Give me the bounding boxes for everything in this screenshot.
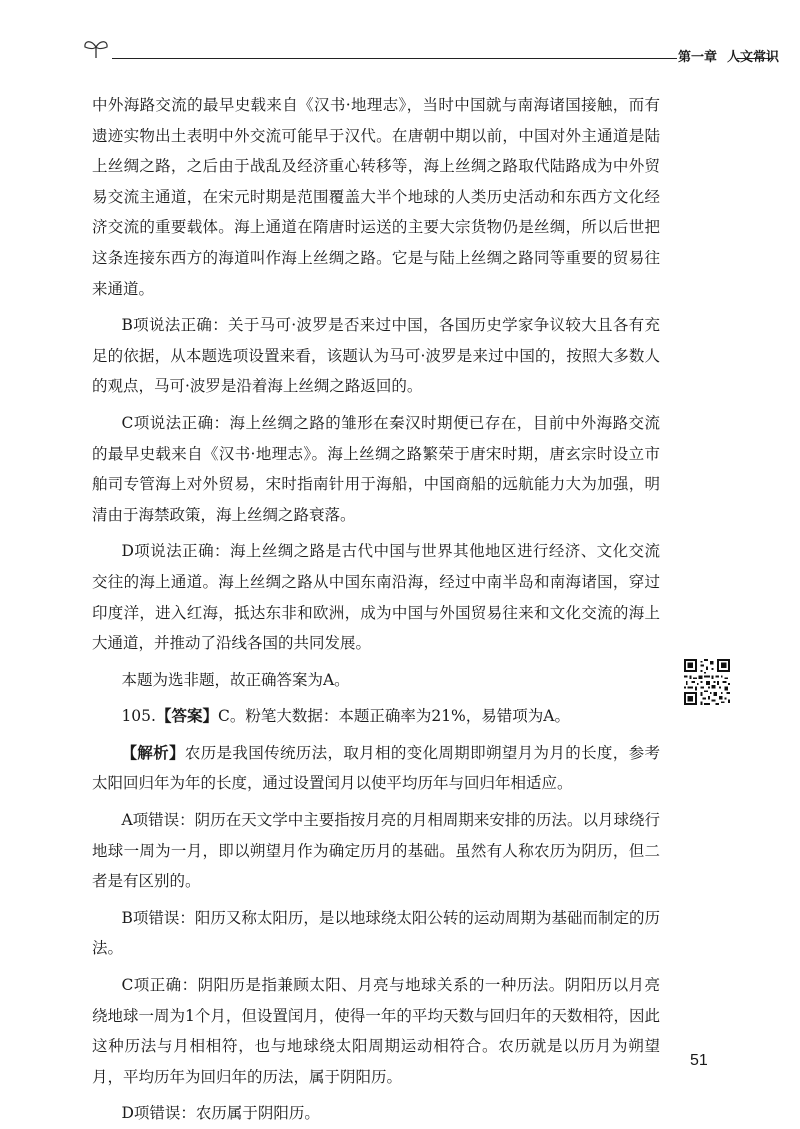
page-header bbox=[82, 36, 780, 76]
chapter-title: 人文常识 bbox=[727, 50, 780, 65]
analysis-option-b: B项错误：阳历又称太阳历，是以地球绕太阳公转的运动周期为基础而制定的历法。 bbox=[92, 908, 660, 958]
question-105-analysis bbox=[92, 738, 660, 799]
header-rule-left bbox=[112, 58, 677, 59]
paragraph-option-c: C项说法正确：海上丝绸之路的雏形在秦汉时期便已存在，目前中外海路交流的最早史载来自《汉书·地理志》。海上丝绸之路繁荣于唐宋时期，唐玄宗时设立市舶司专管海上对外贸易，宋时指南针用于海船，中国商船的远航能力大为加强，明清由于海禁政策，海上丝绸之路衰落。 bbox=[92, 413, 660, 524]
question-105-answer bbox=[92, 701, 660, 732]
answer-text: C。粉笔大数据：本题正确率为21%，易错项为A。 bbox=[217, 707, 570, 726]
paragraph-conclusion: 本题为选非题，故正确答案为A。 bbox=[121, 670, 350, 689]
page-body bbox=[92, 90, 660, 1129]
question-number: 105. bbox=[121, 707, 156, 726]
analysis-option-d: D项错误：农历属于阴阳历。 bbox=[121, 1104, 320, 1123]
chapter-number: 第一章 bbox=[678, 50, 718, 65]
qr-code-icon[interactable] bbox=[684, 659, 730, 705]
paragraph-option-b: B项说法正确：关于马可·波罗是否来过中国，各国历史学家争议较大且各有充足的依据，从本题选项设置来看，该题认为马可·波罗是来过中国的，按照大多数人的观点，马可·波罗是沿着海上丝绸之路返回的。 bbox=[92, 316, 660, 396]
paragraph-continued: 中外海路交流的最早史载来自《汉书·地理志》，当时中国就与南海诸国接触，而有遗迹实物出土表明中外交流可能早于汉代。在唐朝中期以前，中国对外主通道是陆上丝绸之路，之后由于战乱及经济重心转移等，海上丝绸之路取代陆路成为中外贸易交流主通道，在宋元时期是范围覆盖大半个地球的人类历史活动和东西方文化经济交流的重要载体。海上通道在隋唐时运送的主要大宗货物仍是丝绸，所以后世把这条连接东西方的海道叫作海上丝绸之路。它是与陆上丝绸之路同等重要的贸易往来通道。 bbox=[92, 96, 660, 298]
analysis-tag: 【解析】 bbox=[121, 742, 185, 762]
paragraph-option-d: D项说法正确：海上丝绸之路是古代中国与世界其他地区进行经济、文化交流交往的海上通道。海上丝绸之路从中国东南沿海，经过中南半岛和南海诸国，穿过印度洋，进入红海，抵达东非和欧洲，成为中国与外国贸易往来和文化交流的海上大通道，并推动了沿线各国的共同发展。 bbox=[92, 542, 660, 653]
answer-tag: 【答案】 bbox=[155, 706, 218, 726]
header-rule-right bbox=[737, 58, 772, 59]
page-number: 51 bbox=[690, 1052, 708, 1069]
analysis-option-c: C项正确：阴阳历是指兼顾太阳、月亮与地球关系的一种历法。阴阳历以月亮绕地球一周为1个月，但设置闰月，使得一年的平均天数与回归年的天数相符，因此这种历法与月相相符，也与地球绕太阳周期运动相符合。农历就是以历月为朔望月，平均历年为回归年的历法，属于阴阳历。 bbox=[92, 976, 660, 1086]
analysis-option-a: A项错误：阴历在天文学中主要指按月亮的月相周期来安排的历法。以月球绕行地球一周为一月，即以朔望月作为确定历月的基础。虽然有人称农历为阴历，但二者是有区别的。 bbox=[92, 811, 660, 891]
chapter-heading bbox=[678, 46, 800, 65]
analysis-text: 农历是我国传统历法，取月相的变化周期即朔望月为月的长度，参考太阳回归年为年的长度，通过设置闰月以使平均历年与回归年相适应。 bbox=[92, 743, 660, 793]
sprout-icon bbox=[82, 36, 110, 60]
